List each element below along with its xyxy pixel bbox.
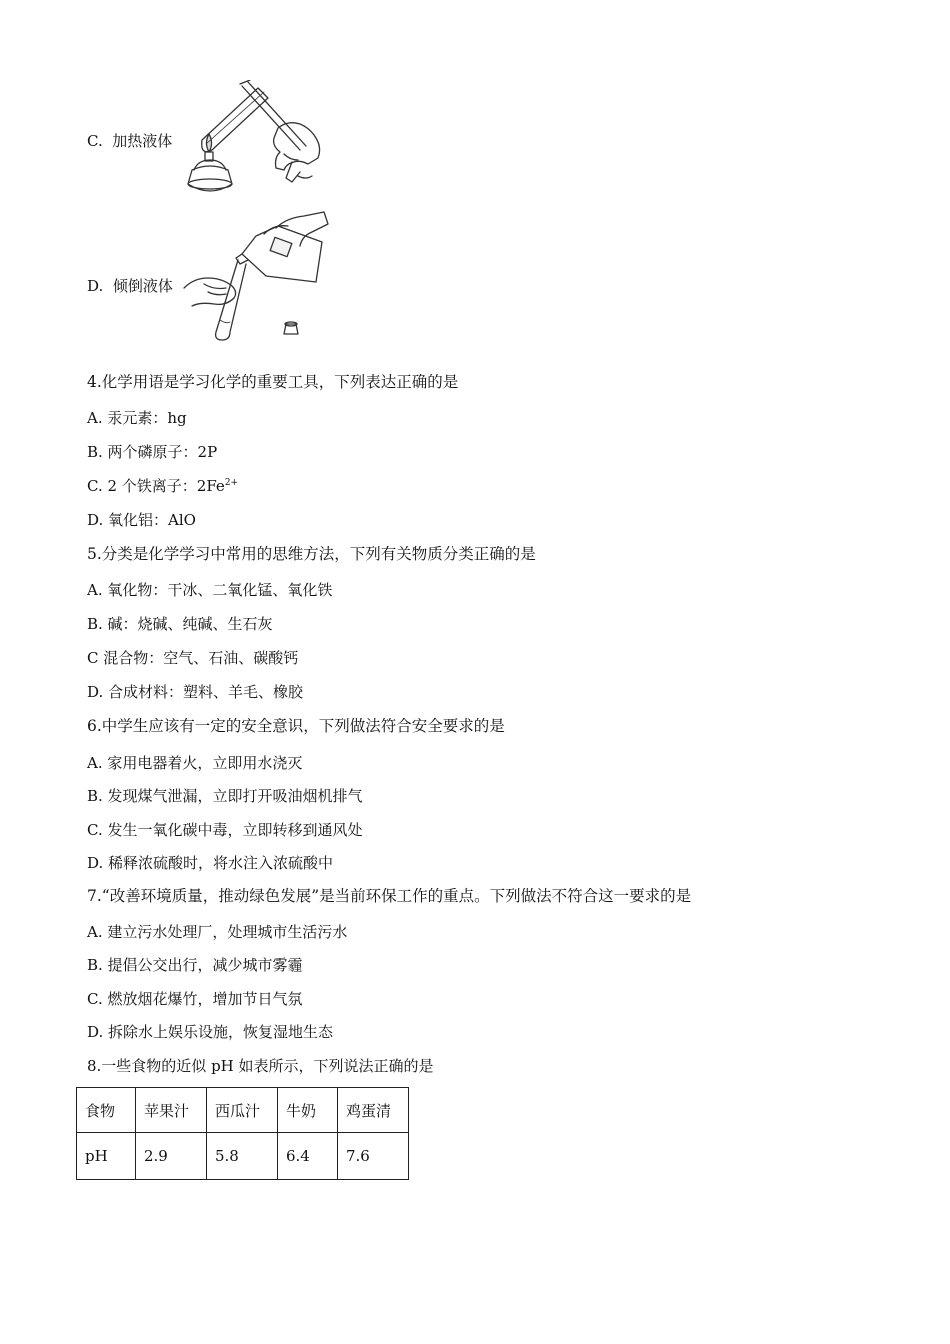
q3-option-c bbox=[87, 131, 172, 151]
table-row bbox=[77, 1088, 409, 1133]
q4-option-c-text: C. 2 个铁离子：2Fe bbox=[87, 477, 225, 495]
q5-option-c: C 混合物：空气、石油、碳酸钙 bbox=[87, 649, 299, 667]
table-header-cell: 食物 bbox=[77, 1088, 136, 1133]
table-header-cell: 苹果汁 bbox=[136, 1088, 207, 1133]
option-text: 加热液体 bbox=[112, 132, 173, 150]
table-cell: 7.6 bbox=[338, 1133, 409, 1180]
option-text: 倾倒液体 bbox=[112, 277, 173, 295]
q5-option-b: B. 碱：烧碱、纯碱、生石灰 bbox=[87, 615, 273, 633]
q7-option-d: D. 拆除水上娱乐设施，恢复湿地生态 bbox=[87, 1023, 334, 1041]
table-header-cell: 西瓜汁 bbox=[207, 1088, 278, 1133]
q5-option-a: A. 氧化物：干冰、二氧化锰、氧化铁 bbox=[87, 581, 333, 599]
ph-table bbox=[76, 1087, 409, 1180]
pouring-liquid-illustration bbox=[180, 210, 330, 345]
q7-stem: 7.“改善环境质量，推动绿色发展”是当前环保工作的重点。下列做法不符合这一要求的是 bbox=[87, 887, 692, 905]
q6-stem: 6.中学生应该有一定的安全意识，下列做法符合安全要求的是 bbox=[87, 717, 505, 735]
heating-liquid-illustration bbox=[180, 80, 330, 198]
q7-option-b: B. 提倡公交出行，减少城市雾霾 bbox=[87, 956, 303, 974]
q6-option-a: A. 家用电器着火，立即用水浇灭 bbox=[87, 754, 303, 772]
q6-option-b: B. 发现煤气泄漏，立即打开吸油烟机排气 bbox=[87, 787, 363, 805]
q4-option-c bbox=[87, 476, 238, 496]
table-row bbox=[77, 1133, 409, 1180]
q7-option-a: A. 建立污水处理厂，处理城市生活污水 bbox=[87, 923, 348, 941]
q4-option-a: A. 汞元素：hg bbox=[87, 409, 187, 427]
table-cell: 5.8 bbox=[207, 1133, 278, 1180]
table-cell: 6.4 bbox=[278, 1133, 338, 1180]
q6-option-c: C. 发生一氧化碳中毒，立即转移到通风处 bbox=[87, 821, 363, 839]
option-label: D. bbox=[87, 277, 104, 295]
table-cell: pH bbox=[77, 1133, 136, 1180]
q4-option-b: B. 两个磷原子：2P bbox=[87, 443, 218, 461]
table-header-cell: 鸡蛋清 bbox=[338, 1088, 409, 1133]
q7-option-c: C. 燃放烟花爆竹，增加节日气氛 bbox=[87, 990, 303, 1008]
q8-stem: 8.一些食物的近似 pH 如表所示，下列说法正确的是 bbox=[87, 1057, 434, 1075]
table-cell: 2.9 bbox=[136, 1133, 207, 1180]
q5-stem: 5.分类是化学学习中常用的思维方法，下列有关物质分类正确的是 bbox=[87, 545, 536, 563]
q3-option-d bbox=[87, 276, 173, 296]
charge-superscript: 2+ bbox=[224, 478, 239, 488]
q4-stem: 4.化学用语是学习化学的重要工具，下列表达正确的是 bbox=[87, 373, 459, 391]
q5-option-d: D. 合成材料：塑料、羊毛、橡胶 bbox=[87, 683, 304, 701]
q4-option-d: D. 氧化铝：AlO bbox=[87, 511, 196, 529]
option-label: C. bbox=[87, 132, 103, 150]
table-header-cell: 牛奶 bbox=[278, 1088, 338, 1133]
q6-option-d: D. 稀释浓硫酸时，将水注入浓硫酸中 bbox=[87, 854, 334, 872]
